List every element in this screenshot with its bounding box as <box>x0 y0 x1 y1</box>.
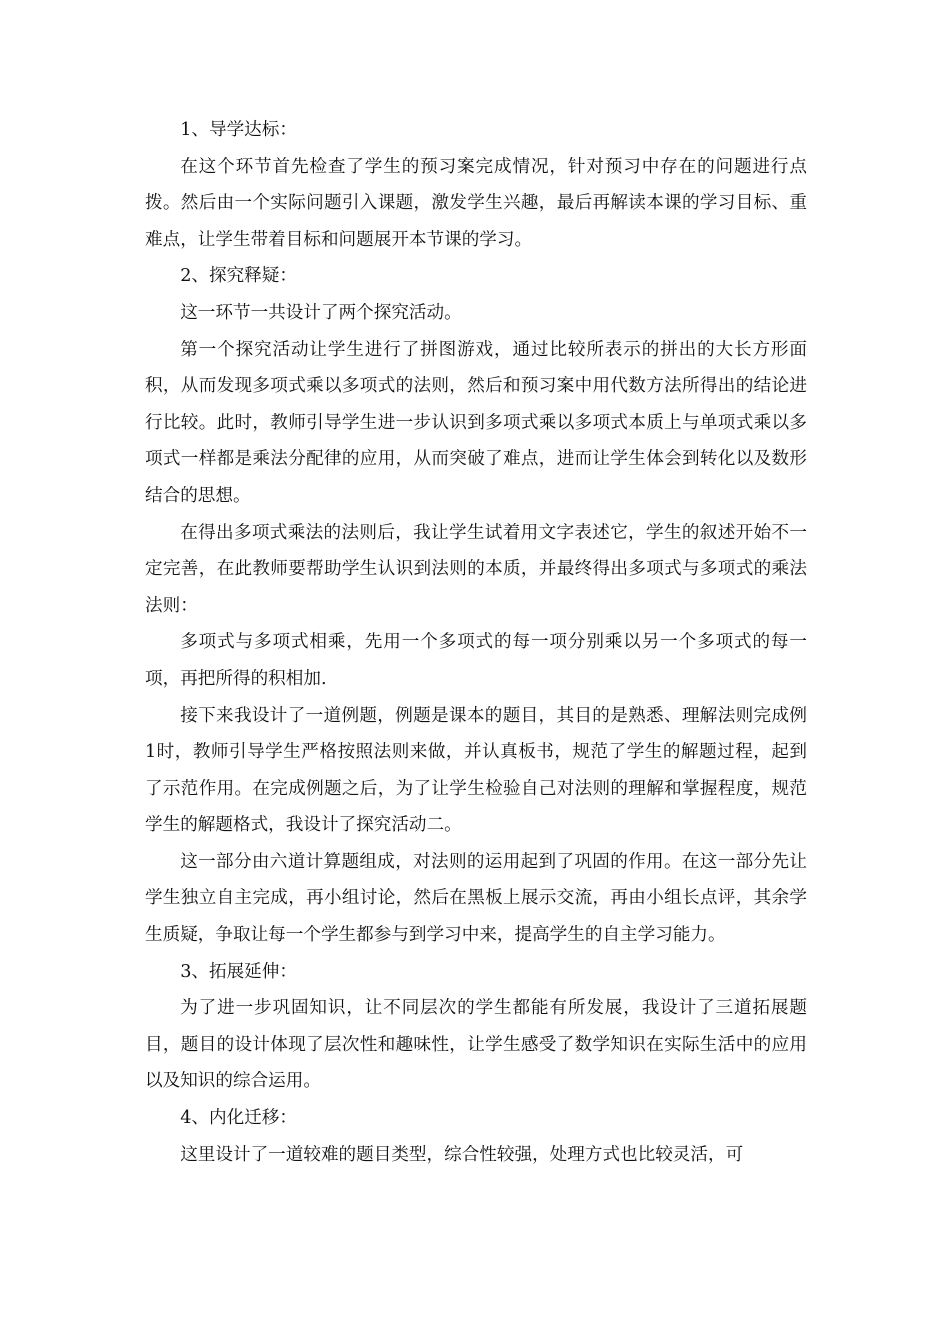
paragraph-internalization: 这里设计了一道较难的题目类型，综合性较强，处理方式也比较灵活，可 <box>180 1144 744 1165</box>
document-page <box>145 112 807 1173</box>
paragraph-example: 接下来我设计了一道例题，例题是课本的题目，其目的是熟悉、理解法则完成例1时，教师引导学生严格按照法则来做，并认真板书，规范了学生的解题过程，起到了示范作用。在完成例题之后，为了让学生检验自己对法则的理解和掌握程度，规范学生的解题格式，我设计了探究活动二。 <box>145 705 807 836</box>
section-heading-3: 3、拓展延伸： <box>180 961 297 982</box>
paragraph-six-exercises: 这一部分由六道计算题组成，对法则的运用起到了巩固的作用。在这一部分先让学生独立自主完成，再小组讨论，然后在黑板上展示交流，再由小组长点评，其余学生质疑，争取让每一个学生都参与到学习中来，提高学生的自主学习能力。 <box>145 851 807 946</box>
section-heading-4: 4、内化迁移： <box>180 1108 297 1129</box>
paragraph-extension: 为了进一步巩固知识，让不同层次的学生都能有所发展，我设计了三道拓展题目，题目的设计体现了层次性和趣味性，让学生感受了数学知识在实际生活中的应用以及知识的综合运用。 <box>145 998 807 1092</box>
section-heading-1: 1、导学达标： <box>180 120 297 140</box>
paragraph-multiplication-rule: 多项式与多项式相乘，先用一个多项式的每一项分别乘以另一个多项式的每一项，再把所得的积相加. <box>145 632 807 689</box>
paragraph-first-activity: 第一个探究活动让学生进行了拼图游戏，通过比较所表示的拼出的大长方形面积，从而发现多项式乘以多项式的法则，然后和预习案中用代数方法所得出的结论进行比较。此时，教师引导学生进一步认识到多项式乘以多项式本质上与单项式乘以多项式一样都是乘法分配律的应用，从而突破了难点，进而让学生体会到转化以及数形结合的思想。 <box>145 339 807 506</box>
paragraph-rule-statement-intro: 在得出多项式乘法的法则后，我让学生试着用文字表述它，学生的叙述开始不一定完善，在此教师要帮助学生认识到法则的本质，并最终得出多项式与多项式的乘法法则： <box>145 522 807 616</box>
paragraph-preview-check: 在这个环节首先检查了学生的预习案完成情况，针对预习中存在的问题进行点拨。然后由一个实际问题引入课题，激发学生兴趣，最后再解读本课的学习目标、重难点，让学生带着目标和问题展开本节课的学习。 <box>145 156 807 250</box>
section-heading-2: 2、探究释疑： <box>180 266 297 287</box>
paragraph-two-activities: 这一环节一共设计了两个探究活动。 <box>180 302 462 323</box>
